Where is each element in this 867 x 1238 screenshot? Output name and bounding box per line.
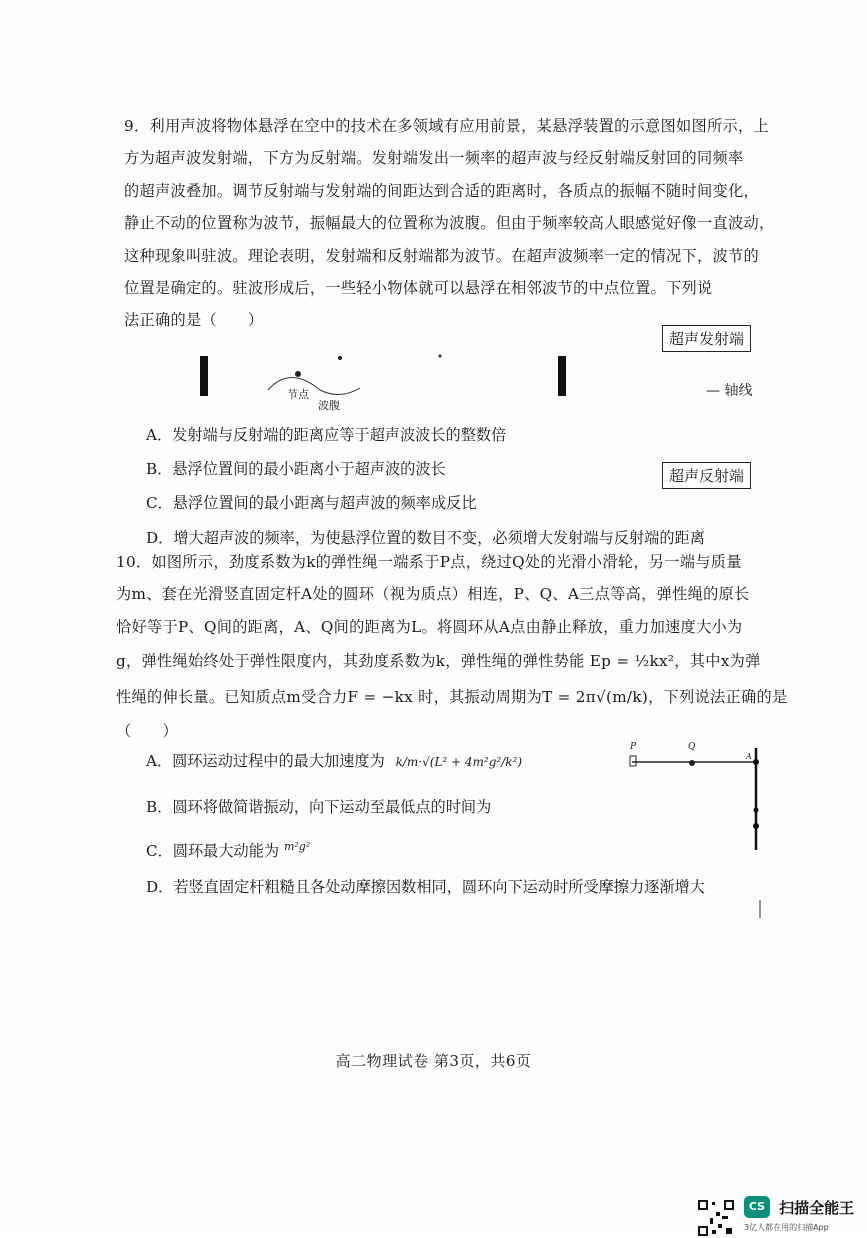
option-9b: B．悬浮位置间的最小距离小于超声波的波长 — [146, 460, 446, 478]
reflector-label: 超声反射端 — [662, 462, 751, 489]
rod-mark — [753, 823, 759, 829]
option-10a-formula: k/m·√(L² + 4m²g²/k²) — [395, 755, 523, 769]
brand-logo-icon: CS — [744, 1196, 770, 1218]
option-10a — [146, 750, 522, 771]
option-10d: D．若竖直固定杆粗糙且各处动摩擦因数相同，圆环向下运动时所受摩擦力逐渐增大 — [146, 878, 705, 896]
question-9-text — [124, 110, 774, 337]
particle-dot — [439, 355, 442, 358]
option-10b: B．圆环将做简谐振动，向下运动至最低点的时间为 — [146, 798, 492, 816]
option-9a: A．发射端与反射端的距离应等于超声波波长的整数倍 — [146, 426, 507, 444]
antinode-label: 波腹 — [318, 399, 340, 412]
pulley-figure — [620, 740, 780, 940]
scanner-brand — [744, 1196, 855, 1232]
option-10c-text: C．圆环最大动能为 — [146, 842, 280, 861]
left-plate — [200, 356, 208, 396]
text-line: 10．如图所示，劲度系数为k的弹性绳一端系于P点，绕过Q处的光滑小滑轮，另一端与质量 — [116, 553, 742, 571]
text-line: 位置是确定的。驻波形成后，一些轻小物体就可以悬浮在相邻波节的中点位置。下列说 — [124, 279, 713, 298]
text-line: 静止不动的位置称为波节，振幅最大的位置称为波腹。但由于频率较高人眼感觉好像一直波动， — [124, 214, 775, 233]
option-10a-text: A．圆环运动过程中的最大加速度为 — [146, 752, 385, 770]
transmitter-label: 超声发射端 — [662, 325, 751, 352]
text-line: g，弹性绳始终处于弹性限度内，其劲度系数为k，弹性绳的弹性势能 Ep = ½kx²，其中x为弹 — [116, 652, 761, 671]
text-line: （ ） — [116, 722, 178, 741]
node-label: 节点 — [287, 388, 309, 401]
node-dot — [295, 371, 301, 377]
pulley-q — [689, 760, 695, 766]
standing-wave-figure — [190, 350, 590, 410]
text-line: 为m、套在光滑竖直固定杆A处的圆环（视为质点）相连，P、Q、A三点等高，弹性绳的原长 — [116, 585, 750, 604]
label-a: A — [746, 752, 752, 761]
wave-curve — [268, 378, 360, 395]
page-footer: 高二物理试卷 第3页，共6页 — [335, 1052, 532, 1070]
qr-code-icon — [696, 1198, 736, 1238]
option-10c-formula: m²g² — [283, 840, 311, 853]
text-line: 的超声波叠加。调节反射端与发射端的间距达到合适的距离时，各质点的振幅不随时间变化， — [124, 181, 759, 200]
text-line: 性绳的伸长量。已知质点m受合力F = −kx 时，其振动周期为T = 2π√(m/k)，下列说法正确的是 — [116, 688, 788, 707]
axis-label: — 轴线 — [706, 383, 753, 399]
label-q: Q — [688, 742, 696, 752]
option-10c — [146, 840, 310, 861]
option-9d: D．增大超声波的频率，为使悬浮位置的数目不变，必须增大发射端与反射端的距离 — [146, 529, 705, 547]
brand-tagline: 3亿人都在用的扫描App — [744, 1223, 829, 1232]
rod-mark — [754, 808, 759, 813]
text-line: 这种现象叫驻波。理论表明，发射端和反射端都为波节。在超声波频率一定的情况下，波节的 — [124, 246, 759, 265]
particle-dot — [338, 356, 342, 360]
text-line: 方为超声波发射端，下方为反射端。发射端发出一频率的超声波与经反射端反射回的同频率 — [124, 149, 744, 168]
option-9c: C．悬浮位置间的最小距离与超声波的频率成反比 — [146, 494, 477, 512]
brand-name: 扫描全能王 — [779, 1198, 855, 1217]
text-line: 9．利用声波将物体悬浮在空中的技术在多领域有应用前景，某悬浮装置的示意图如图所示，上 — [124, 117, 769, 135]
text-line: 恰好等于P、Q间的距离，A、Q间的距离为L。将圆环从A点由静止释放，重力加速度大小为 — [116, 617, 743, 636]
ring-a — [753, 759, 759, 765]
question-10-text — [116, 546, 788, 748]
text-line: 法正确的是（ ） — [124, 311, 264, 330]
right-plate — [558, 356, 566, 396]
point-p — [630, 756, 636, 766]
label-p: P — [630, 742, 637, 752]
